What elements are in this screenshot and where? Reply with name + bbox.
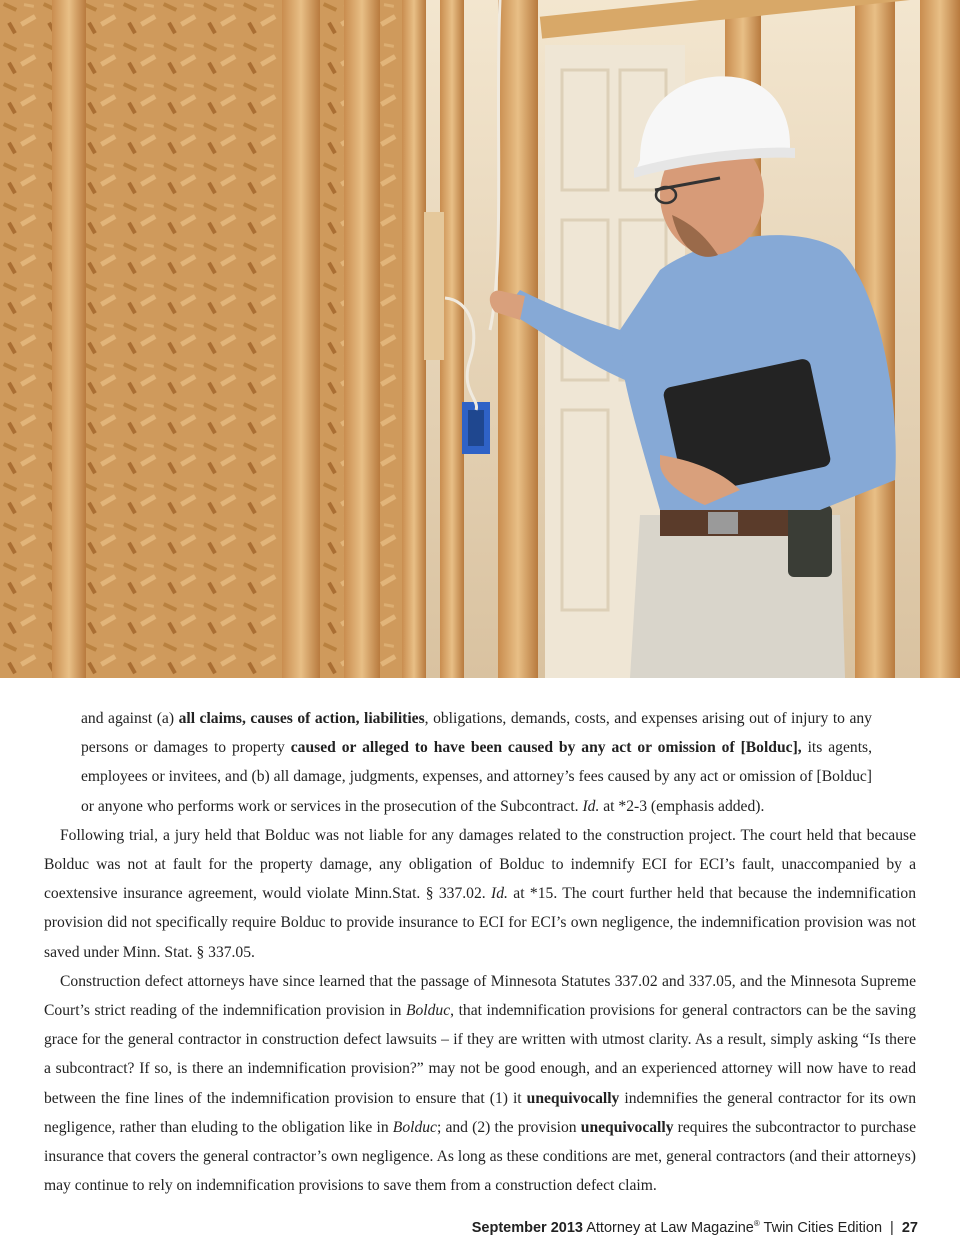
emphasis-text: unequivocally <box>526 1089 620 1107</box>
footer-date: September 2013 <box>471 1219 583 1236</box>
text-run: at *2-3 (emphasis added). <box>599 797 765 815</box>
emphasis-text: caused or alleged to have been caused by any act or omission of [Bolduc], <box>290 739 802 757</box>
text-run: and against (a) <box>81 710 179 727</box>
emphasis-text: all claims, causes of action, liabilities <box>178 710 425 727</box>
article-body <box>44 704 916 1200</box>
footer-separator: | <box>890 1219 894 1236</box>
page-number: 27 <box>901 1219 918 1236</box>
text-run: , obligations, demands, costs, and expenses arising out of injury to any persons or damages to property <box>81 710 872 757</box>
italic-citation: Id. <box>582 797 600 815</box>
text-run: its agents, employees or invitees, and (b) all damage, judgments, expenses, and attorney’s fees caused by any act or omission of [Bolduc] or anyone who performs work or services in the prosecution of the Subcontract. <box>81 739 872 815</box>
registered-mark: ® <box>753 1219 760 1228</box>
footer-magazine: Attorney at Law Magazine <box>586 1219 754 1236</box>
text-run: ; and (2) the provision <box>436 1118 581 1136</box>
footer-edition: Twin Cities Edition <box>759 1219 883 1236</box>
italic-citation: Bolduc <box>405 1002 451 1020</box>
page-footer <box>472 1219 918 1236</box>
italic-citation: Id. <box>491 885 508 903</box>
italic-citation: Bolduc <box>392 1118 437 1136</box>
paragraph-construction-defect <box>44 967 916 1201</box>
emphasis-text: unequivocally <box>580 1118 674 1136</box>
text-run: indemnifies the general contractor for its own negligence, rather than eluding to the obligation like in <box>44 1089 916 1136</box>
text-run: Following trial, a jury held that Bolduc was not liable for any damages related to the construction project. The court held that because Bolduc was not at fault for the property damage, any obligation of Bolduc to indemnify ECI for ECI’s fault, unaccompanied by a coextensive insurance agreement, would violate Minn.Stat. § 337.02. <box>44 826 916 903</box>
text-run: , that indemnification provisions for general contractors can be the saving grace for the general contractor in construction defect lawsuits – if they are written with utmost clarity. As a result, simply asking “Is there a subcontract? If so, is there an indemnification provision?” may not be good enough, and an experienced attorney will now have to read between the fine lines of the indemnification provision to ensure that (1) it <box>44 1002 916 1107</box>
paragraph-trial <box>44 821 916 967</box>
text-run: requires the subcontractor to purchase insurance that covers the general contractor’s own negligence. As long as these conditions are met, general contractors (and their attorneys) may continue to rely on indemnification provisions to save them from a construction defect claim. <box>44 1118 916 1195</box>
text-run: Construction defect attorneys have since learned that the passage of Minnesota Statutes 337.02 and 337.05, and the Minnesota Supreme Court’s strict reading of the indemnification provision in <box>44 972 916 1020</box>
text-run: at *15. The court further held that because the indemnification provision did not specifically require Bolduc to provide insurance to ECI for ECI’s own negligence, the indemnification provision was not saved under Minn. Stat. § 337.05. <box>44 885 916 961</box>
block-quote <box>81 704 872 821</box>
